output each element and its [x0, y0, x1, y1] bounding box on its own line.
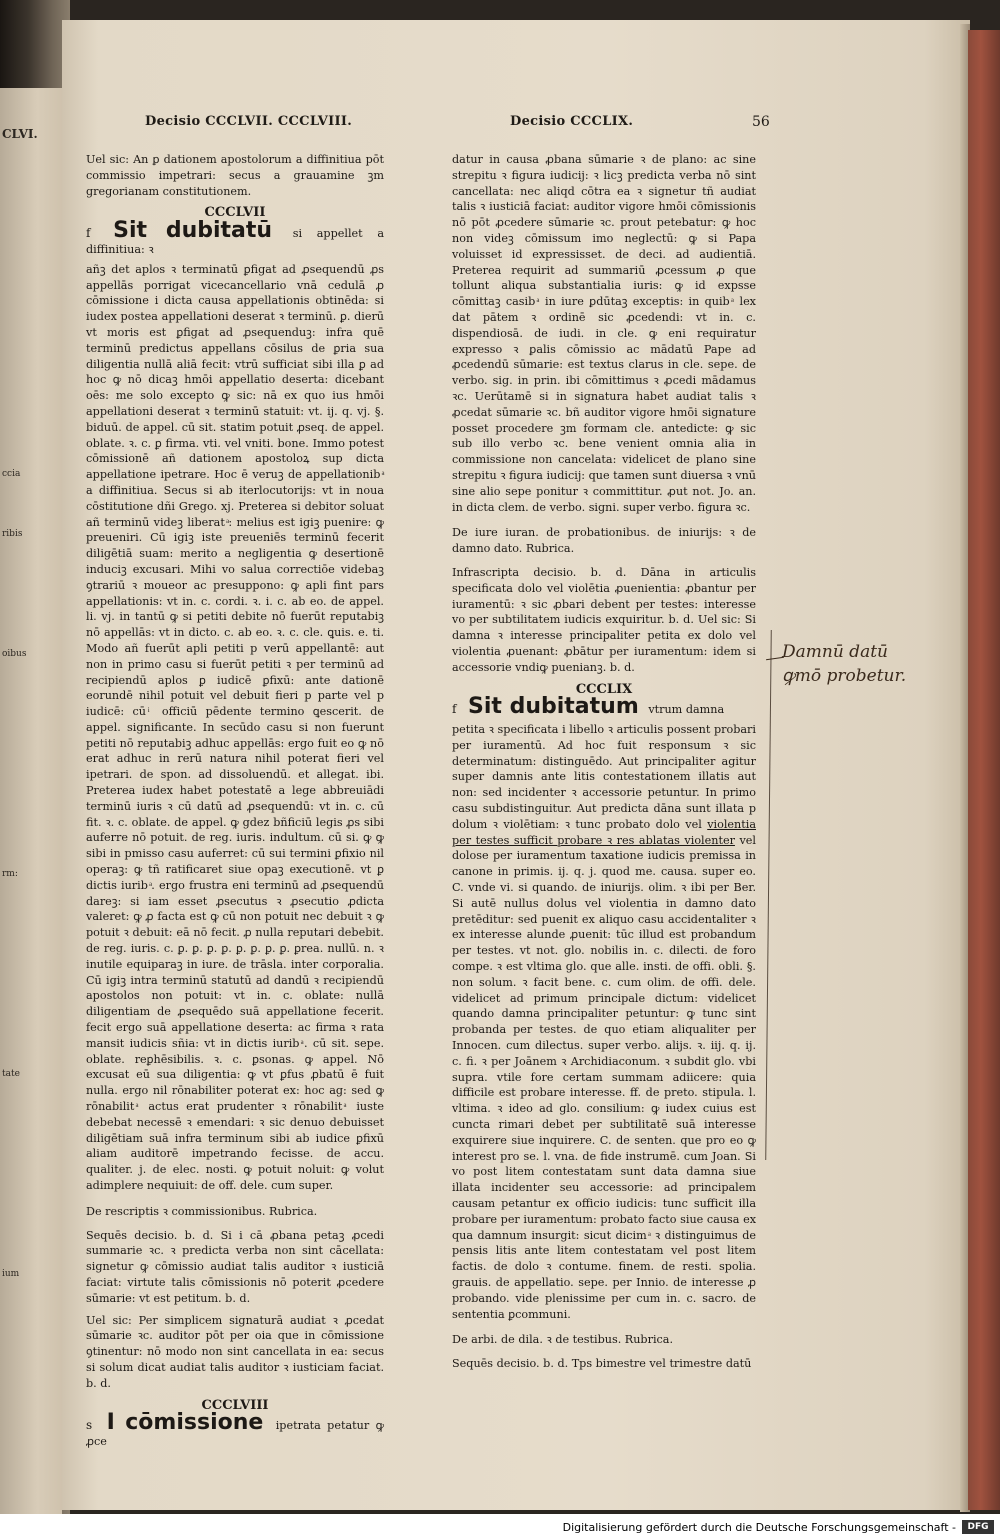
incipit-continuation: si appellet a diffinitiua: ꝛ: [86, 227, 384, 256]
incipit-continuation: vtrum damna: [648, 703, 725, 717]
annotation-line: ꝙmō probetur.: [782, 666, 907, 686]
left-page-fragment: CLVI.: [2, 127, 38, 141]
decorated-incipit: I cōmissione: [106, 1410, 264, 1436]
left-page-fragment: ribis: [2, 529, 23, 539]
summary-paragraph: Uel sic: Per simplicem signaturā audiat ꝛ ꝓcedat sūmarie ꝛc. auditor pōt per oia que in cōmissione ꝯtinentur: nō modo non sint cancellata in ea: secus si solum dicat audiat talis auditor ꝛ iusticiam faciat. b. d.: [86, 1313, 384, 1390]
folio-number: 56: [752, 114, 770, 130]
decision-number: CCCLVIII: [201, 1397, 269, 1413]
incipit-continuation: ipetrata petatur ꝙ ꝓce: [86, 1419, 384, 1449]
printer-marker: f: [86, 226, 91, 241]
rubric-heading: De rescriptis ꝛ commissionibus. Rubrica.: [86, 1204, 318, 1218]
decision-heading: [86, 1410, 384, 1450]
left-page-edge: [0, 88, 62, 1518]
body-text: vel dolose per iuramentum taxatione iudicis premissa in canone in primis. ij. q. j. quod me. causa. super eo. C. vnde vi. si quando. de iniurijs. olim. ꝛ ibi per Ber. Si autē nullus dolus vel violentia in damno dato pretēditur: sed puenit ex aliquo casu accidentaliter ꝛ ex interesse alunde ꝓuenit: tūc illud est probandum per testes. vt not. glo. nobilis in. c. dilecti. de foro compe. ꝛ est vltima glo. que alle. insti. de offi. obli. §. non solum. ꝛ facit bene. c. cum olim. de offi. dele. videlicet ad primum principale dictum: videlicet quando damna principaliter petuntur: ꝙ tunc sint probanda per testes. de quo etiam aliqualiter per Innocen. cum dilectus. super verbo. alijs. ꝛ. iij. q. ij. c. fi. ꝛ per Joānem ꝛ Archidiaconum. ꝛ subdit glo. vbi supra. vtile fore certam summam adiicere: quia difficile est probare interesse. ff. de preto. stipula. l. vltima. ꝛ ideo ad glo. consilium: ꝙ iudex cuius est cuncta rimari debet per subtilitatē suā interesse exquirere siue inquirere. C. de senten. que pro eo ꝙ interest pro se. l. vna. de fide instrumē. cum Joan. Si vo post litem contestatam sunt data damna siue illata incidenter seu accessorie: ad principalem causam petantur ex officio iudicis: tunc sufficit illa probare per iuramentum: probato facto siue causa ex qua damnum insurgit: sicut dicim ͣ ꝛ distinguimus de pensis litis ante litem contestatam vel post litem factis. de dolo ꝛ contume. finem. de resti. spolia. grauis. de appellatio. sepe. per Innio. de interesse ꝓ probando. vide plenissime per cum in. c. sacro. de sententia ꝑcommuni.: [452, 833, 756, 1321]
marginal-annotation: [782, 640, 942, 688]
summary-paragraph: Uel sic: An ꝑ dationem apostolorum a diffinitiua pōt commissio impetrari: secus a grauamine ꝫm gregorianam constitutionem.: [86, 153, 384, 198]
funding-credit: Digitalisierung gefördert durch die Deutsche Forschungsgemeinschaft -: [562, 1521, 956, 1534]
book-cover-edge: [968, 30, 1000, 1510]
printer-marker: s: [86, 1418, 93, 1433]
left-page-fragment: oibus: [2, 649, 27, 659]
dfg-logo: DFG: [962, 1520, 994, 1534]
decorated-incipit: Sit dubitatū: [113, 218, 273, 244]
body-paragraph: añꝫ det aplos ꝛ terminatū ꝑfigat ad ꝓsequendū ꝓs appellās porrigat vicecancellario vnā cedulā ꝓ cōmissione i dicta causa appellationis obtinēda: si iudex postea appellationi deserat ꝛ terminū. ꝑ. dierū vt moris est ꝑfigat ad ꝓsequenduꝫ: infra quē terminū predictus appellans cōsilus de ꝑria sua diligentia nullā aliā fecit: vtrū sufficiat sibi illa ꝑ ad hoc ꝙ nō dicaꝫ hmōi appellatio deserta: dicebant oēs: me solo excepto ꝙ sic: nā ex quo ius hmōi appellationi deserat ꝛ terminū statuit: vt. ij. q. vj. §. biduū. de appel. cū sit. statim potuit ꝓseq. de appel. oblate. ꝛ. c. ꝑ firma. vti. vel vniti. bone. Immo potest cōmissionē añ dationem apostoloꝝ sup dicta appellatione ipetrare. Hoc ē veruꝫ de appellationib ͣ a diffinitiua. Secus si ab iterlocutorijs: vt in noua cōstitutione dñi Grego. xj. Preterea si debitor soluat añ terminū videꝫ liberat ͣ: melius est igiꝫ puenire: ꝙ preueniri. Cū igiꝫ iste preueniēs terminū fecerit diligētiā suam: merito a negligentia ꝙ desertionē induciꝫ excusari. Mihi vo salua correctiōe videbaꝫ ꝯtrariū ꝛ moueor ac presuppono: ꝙ apli fint pars appellationis: vt in. c. cordi. ꝛ. i. c. ab eo. de appel. li. vj. in tantū ꝙ si petiti debite nō fuerūt reputabiꝫ nō appellās: vt in dicto. c. ab eo. ꝛ. c. cle. ꝗuis. e. ti. Modo añ fuerūt apli petiti p verū appellantē: aut non in primo casu si fuerūt petiti ꝛ per terminū ad recipiendū aplos ꝑ iudicē ꝑfixū: ante dationē eorundē nihil potuit vel debuit fieri p parte vel p iudicē: cū ͥ officiū pēdente termino ꝗescerit. de appel. significante. In secūdo casu si non fuerunt petiti nō reputabiꝫ adhuc appellās: ergo fuit eo ꝙ nō erat adhuc in rerū natura nihil poterat fieri vel ipetrari. de spon. ad dissoluendū. et allegat. ibi. Preterea iudex habet potestatē a lege abbreuiādi terminū iuris ꝛ cū datū ad ꝓsequendū: vt in. c. cū fit. ꝛ. c. oblate. de appel. ꝙ gdez bñficiū legis ꝓs sibi auferre nō potuit. de reg. iuris. indultum. cū si. ꝙ ꝙ sibi in pmisso casu auferret: cū sui termini ꝑfixio nil operaꝫ: ꝙ tñ ratificaret siue opaꝫ executionē. vt ꝑ dictis iurib ͣ. ergo frustra eni terminū ad ꝓsequendū dareꝫ: si iam esset ꝓsecutus ꝛ ꝓsecutio ꝓdicta valeret: ꝙ ꝓ facta est ꝙ cū non potuit nec debuit ꝛ ꝙ potuit ꝛ debuit: eā nō fecit. ꝓ nulla reputari debebit. de reg. iuris. c. ꝑ. ꝑ. ꝑ. ꝑ. ꝑ. ꝑ. ꝑ. ꝑ. ꝑrea. nullū. n. ꝛ inutile equiparaꝫ in iure. de trāsla. inter corporalia. Cū igiꝫ intra terminū statutū ad dandū ꝛ recipiendū apostolos non potuit: vt in. c. oblate: nullā diligentiam de ꝓsequēdo suā appellatione fecerit. fecit ergo suā appellatione deserta: ac firma ꝛ rata mansit iudicis sñia: vt in dictis iurib ͣ. cū sit. sepe. oblate. reꝑhēsibilis. ꝛ. c. ꝑsonas. ꝙ appel. Nō excusat eū sua diligentia: ꝙ vt ꝑfus ꝓbatū ē fuit nulla. ergo nil rōnabiliter poterat ex: hoc ag: sed ꝙ rōnabilit ͣ actus erat prudenter ꝛ rōnabilit ͣ iuste debebat necessē ꝛ emendari: ꝛ sic denuo debuisset diligētiam suā infra terminum sibi ab iudice ꝑfixū aliam auditorē impetrando fecisse. de accu. qualiter. j. de elec. nosti. ꝙ potuit noluit: ꝙ volut adimplere nequiuit: de off. dele. cum super.: [86, 262, 384, 1192]
body-paragraph: [452, 722, 756, 1322]
decorated-incipit: Sit dubitatum: [468, 694, 639, 720]
left-page-fragment: ium: [2, 1269, 20, 1279]
running-header-right: Decisio CCCLIX.: [510, 114, 634, 129]
right-column: [452, 152, 756, 1378]
left-page-fragment: ccia: [2, 469, 21, 479]
decision-heading: [86, 218, 384, 258]
summary-paragraph: Infrascripta decisio. b. d. Dāna in articulis specificata dolo vel violētia ꝓuenientia: ꝓbantur per iuramentū: ꝛ sic ꝓbari debent per testes: interesse vo per subtilitatem iudicis exquiritur. b. d. Uel sic: Si damna ꝛ interesse principaliter petita ex dolo vel violentia ꝓuenant: ꝓbātur per iuramentum: idem si accessorie vndiꝙ puenianꝫ. b. d.: [452, 565, 756, 674]
left-page-fragment: tate: [2, 1069, 20, 1079]
annotation-line: Damnū datū: [782, 642, 888, 662]
left-page-fragment: rm:: [2, 869, 18, 879]
printer-marker: f: [452, 702, 457, 717]
body-paragraph: datur in causa ꝓbana sūmarie ꝛ de plano: ac sine strepitu ꝛ figura iudicij: ꝛ licꝫ predicta verba nō sint cancellata: nec aliqd cōtra ea ꝛ signetur tñ audiat talis ꝛ iusticiā faciat: auditor vigore hmōi cōmissionis nō pōt ꝓcedere sūmarie ꝛc. prout petebatur: ꝙ hoc non videꝫ cōmissum imo neglectū: ꝙ si Papa voluisset id expressisset. de deci. ad audientiā. Preterea requirit ad summariū ꝓcessum ꝓ que tollunt aliqua substantialia iuris: ꝙ id expsse cōmittaꝫ casib ͣ in iure ꝑdūtaꝫ exceptis: in quib ͣ lex dat pātem ꝛ ordinē sic ꝓcedendi: vt in. c. dispendiosā. de iudi. in cle. ꝙ eni requiratur expresso ꝛ ꝑalis cōmissio ac mādatū Pape ad ꝓcedendū sūmarie: est textus clarus in cle. sepe. de verbo. sig. in prin. ibi cōmittimus ꝛ ꝓcedi mādamus ꝛc. Uerūtamē si in signatura habet audiat talis ꝛ ꝓcedat sūmarie ꝛc. bñ auditor vigore hmōi signature posset procedere ꝫm formam cle. antedicte: ꝙ sic sub illo verbo ꝛc. bene venient omnia alia in commissione non cancelata: videlicet de plano sine strepitu ꝛ figura iudicij: que tamen sunt diuersa ꝛ vnū sine alio sepe ponitur ꝛ committitur. ꝓut not. Jo. an. in dicta clem. de verbo. signi. super verbo. figura ꝛc.: [452, 153, 756, 514]
decision-number: CCCLVII: [204, 205, 266, 221]
rubric-heading: De iure iuran. de probationibus. de iniurijs: ꝛ de damno dato. Rubrica.: [452, 526, 756, 556]
decision-number: CCCLIX: [575, 681, 633, 697]
summary-paragraph: Sequēs decisio. b. d. Tps bimestre vel trimestre datū: [452, 1357, 752, 1371]
summary-paragraph: Sequēs decisio. b. d. Si i cā ꝓbana petaꝫ ꝓcedi summarie ꝛc. ꝛ predicta verba non sint cācellata: signetur ꝙ cōmissio audiat talis auditor ꝛ iusticiā faciat: virtute talis cōmissionis nō poterit ꝓcedere sūmarie: vt est petitum. b. d.: [86, 1228, 384, 1305]
body-text: petita ꝛ specificata i libello ꝛ articulis possent probari per iuramentū. Ad hoc fuit responsum ꝛ sic determinatum: distinguēdo. Aut principaliter agitur super damnis ante litis contestationem illatis aut non: sed incidenter ꝛ accessorie petuntur. In primo casu subdistinguitur. Aut predicta dāna sunt illata p dolum ꝛ violētiam: ꝛ tunc probato dolo vel: [452, 723, 756, 831]
left-column: [86, 152, 384, 1454]
running-header-left: Decisio CCCLVII. CCCLVIII.: [145, 114, 353, 129]
decision-heading: [452, 694, 756, 720]
underlined-passage: violentia per testes sufficit probare ꝛ res ablatas violenter: [452, 817, 757, 847]
footer-bar: [0, 1514, 1000, 1540]
rubric-heading: De arbi. de dila. ꝛ de testibus. Rubrica.: [452, 1333, 674, 1347]
